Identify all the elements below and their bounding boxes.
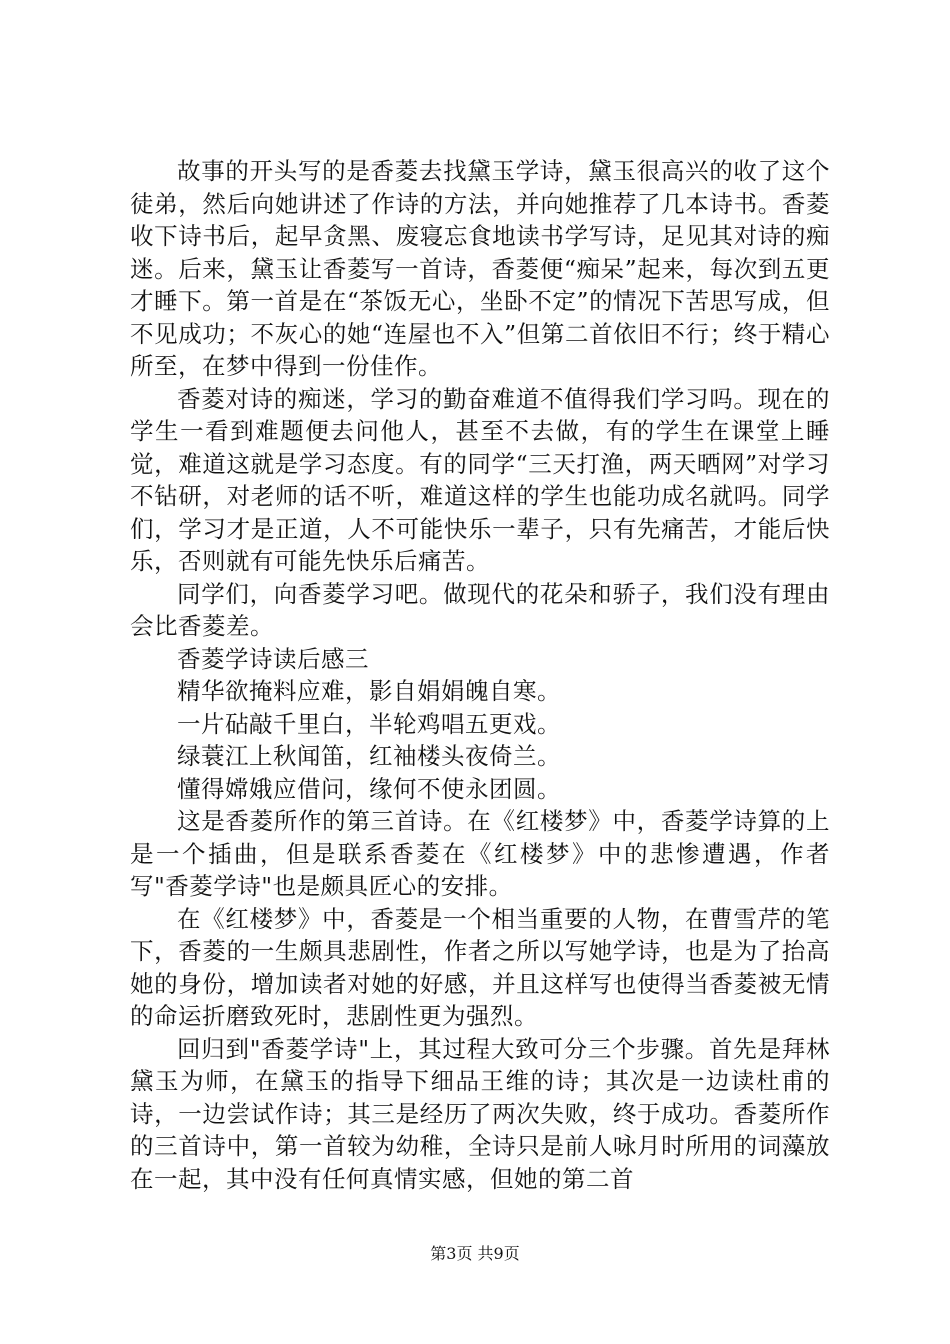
paragraph-story-opening: 故事的开头写的是香菱去找黛玉学诗，黛玉很高兴的收了这个徒弟，然后向她讲述了作诗的方法，并向她推荐了几本诗书。香菱收下诗书后，起早贪黑、废寝忘食地读书学写诗，足见其对诗的痴迷。后来，黛玉让香菱写一首诗，香菱便“痴呆”起来，每次到五更才睡下。第一首是在“茶饭无心，坐卧不定”的情况下苦思写成，但不见成功；不灰心的她“连屋也不入”但第二首依旧不行；终于精心所至，在梦中得到一份佳作。: [130, 157, 830, 380]
paragraph-third-poem: 这是香菱所作的第三首诗。在《红楼梦》中，香菱学诗算的上是一个插曲，但是联系香菱在《红楼梦》中的悲惨遭遇，作者写"香菱学诗"也是颇具匠心的安排。: [130, 807, 830, 900]
paragraph-call-to-learn: 同学们，向香菱学习吧。做现代的花朵和骄子，我们没有理由会比香菱差。: [130, 579, 830, 640]
section-heading: 香菱学诗读后感三: [177, 644, 369, 673]
paragraph-character-importance: 在《红楼梦》中，香菱是一个相当重要的人物，在曹雪芹的笔下，香菱的一生颇具悲剧性，作者之所以写她学诗，也是为了抬高她的身份，增加读者对她的好感，并且这样写也使得当香菱被无情的命运折磨致死时，悲剧性更为强烈。: [130, 904, 830, 1030]
poem-line-2: 一片砧敲千里白，半轮鸡唱五更戏。: [177, 709, 561, 738]
poem-line-1: 精华欲掩料应难，影自娟娟魄自寒。: [177, 677, 561, 705]
paragraph-learning-attitude: 香菱对诗的痴迷，学习的勤奋难道不值得我们学习吗。现在的学生一看到难题便去问他人，甚至不去做，有的学生在课堂上睡觉，难道这就是学习态度。有的同学“三天打渔，两天晒网”对学习不钻研，对老师的话不听，难道这样的学生也能功成名就吗。同学们，学习才是正道，人不可能快乐一辈子，只有先痛苦，才能后快乐，否则就有可能先快乐后痛苦。: [130, 384, 830, 575]
poem-line-3: 绿蓑江上秋闻笛，红袖楼头夜倚兰。: [177, 742, 561, 770]
page-footer: 第3页 共9页: [430, 1244, 520, 1263]
poem-line-4: 懂得嫦娥应借问，缘何不使永团圆。: [177, 774, 561, 803]
document-body: [130, 155, 830, 1195]
paragraph-learning-steps: 回归到"香菱学诗"上，其过程大致可分三个步骤。首先是拜林黛玉为师，在黛玉的指导下细品王维的诗；其次是一边读杜甫的诗，一边尝试作诗；其三是经历了两次失败，终于成功。香菱所作的三首诗中，第一首较为幼稚，全诗只是前人咏月时所用的词藻放在一起，其中没有任何真情实感，但她的第二首: [130, 1034, 830, 1193]
